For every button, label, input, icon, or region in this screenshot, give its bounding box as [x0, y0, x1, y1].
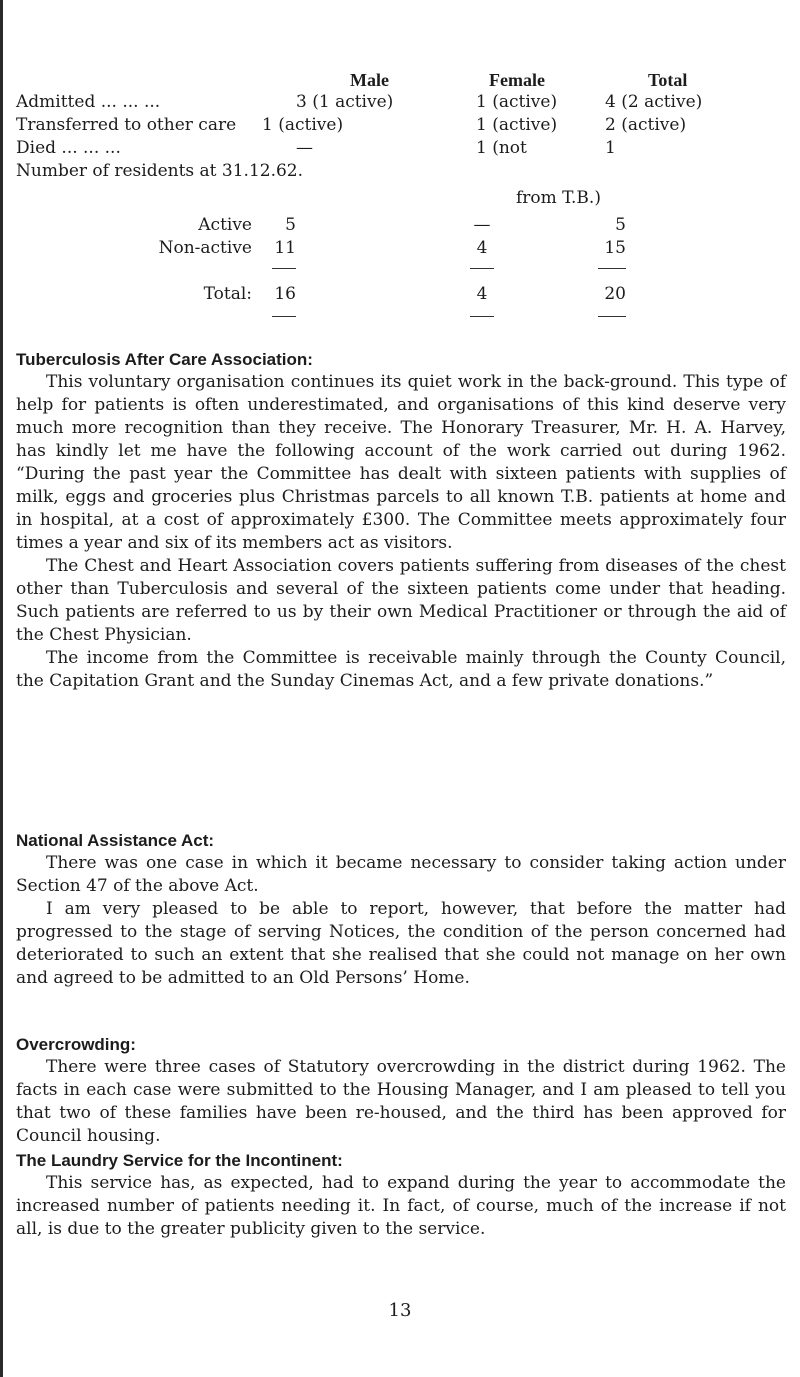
section-heading-national-assistance: National Assistance Act: — [16, 831, 215, 850]
section-overcrowding — [16, 1034, 786, 1148]
total-rule-female — [470, 316, 494, 317]
cell-died-male: — — [296, 138, 313, 158]
page-number: 13 — [388, 1300, 412, 1321]
cell-nonactive-male: 11 — [274, 238, 296, 258]
page-edge-rule — [0, 0, 3, 1377]
cell-died-total: 1 — [605, 138, 616, 158]
cell-transferred-male: 1 (active) — [262, 115, 344, 135]
cell-admitted-male: 3 (1 active) — [296, 92, 394, 112]
row-label-nonactive: Non-active — [158, 238, 252, 258]
paragraph: This voluntary organisation continues its quiet work in the back-ground. This type of help for patients is often underestimated, and organisations of this kind deserve very much more recognition than they receive. The Honorary Treasurer, Mr. H. A. Harvey, has kindly let me have the following account of the work carried out during 1962. “During the past year the Committee has dealt with sixteen patients with supplies of milk, eggs and groceries plus Christmas parcels to all known T.B. patients at home and in hospital, at a cost of approximately £300. The Committee meets approximately four times a year and six of its members act as visitors. — [16, 372, 786, 553]
cell-total-total: 20 — [604, 284, 626, 304]
section-heading-laundry: The Laundry Service for the Incontinent: — [16, 1151, 343, 1170]
header-female: Female — [489, 70, 545, 90]
cell-transferred-female: 1 (active) — [476, 115, 558, 135]
cell-active-total: 5 — [615, 215, 626, 235]
paragraph: There was one case in which it became necessary to consider taking action under Section 47 of the above Act. — [16, 853, 786, 896]
row-label-transferred: Transferred to other care — [16, 115, 237, 135]
cell-total-female: 4 — [476, 284, 488, 304]
cell-admitted-female: 1 (active) — [476, 92, 558, 112]
row-label-died: Died ... ... ... — [16, 138, 121, 158]
paragraph: I am very pleased to be able to report, however, that before the matter had progressed to the stage of serving Notices, the condition of the person concerned had deteriorated to such an extent that she realised that she could not manage on her own and agreed to be admitted to an Old Persons’ Home. — [16, 899, 786, 988]
total-rule-male — [272, 316, 296, 317]
sum-rule-male — [272, 268, 296, 269]
total-rule-total — [598, 316, 626, 317]
row-label-admitted: Admitted ... ... ... — [16, 92, 161, 112]
cell-admitted-total: 4 (2 active) — [605, 92, 703, 112]
section-heading-tb: Tuberculosis After Care Association: — [16, 350, 313, 369]
header-male: Male — [350, 70, 389, 90]
paragraph: This service has, as expected, had to expand during the year to accommodate the increased number of patients needing it. In fact, of course, much of the increase if not all, is due to the greater publicity given to the service. — [16, 1173, 786, 1239]
cell-active-female: — — [473, 215, 491, 235]
died-note: from T.B.) — [516, 188, 601, 208]
section-laundry-service — [16, 1150, 786, 1241]
sum-rule-total — [598, 268, 626, 269]
cell-died-female: 1 (not — [476, 138, 527, 158]
header-total: Total — [648, 70, 688, 90]
paragraph: The income from the Committee is receivable mainly through the County Council, the Capitation Grant and the Sunday Cinemas Act, and a few private donations.” — [16, 648, 786, 691]
sum-rule-female — [470, 268, 494, 269]
residents-label: Number of residents at 31.12.62. — [16, 161, 304, 181]
section-national-assistance — [16, 830, 786, 990]
row-label-active: Active — [198, 215, 252, 235]
row-label-total: Total: — [203, 284, 252, 304]
paragraph: There were three cases of Statutory overcrowding in the district during 1962. The facts in each case were submitted to the Housing Manager, and I am pleased to tell you that two of these families have been re-housed, and the third has been approved for Council housing. — [16, 1057, 786, 1146]
cell-total-male: 16 — [274, 284, 296, 304]
cell-transferred-total: 2 (active) — [605, 115, 687, 135]
paragraph: The Chest and Heart Association covers patients suffering from diseases of the chest other than Tuberculosis and several of the sixteen patients come under that heading. Such patients are referred to us by their own Medical Practitioner or through the aid of the Chest Physician. — [16, 556, 786, 645]
cell-nonactive-total: 15 — [604, 238, 626, 258]
section-tb-after-care — [16, 349, 786, 693]
section-heading-overcrowding: Overcrowding: — [16, 1035, 136, 1054]
cell-active-male: 5 — [285, 215, 296, 235]
cell-nonactive-female: 4 — [476, 238, 488, 258]
